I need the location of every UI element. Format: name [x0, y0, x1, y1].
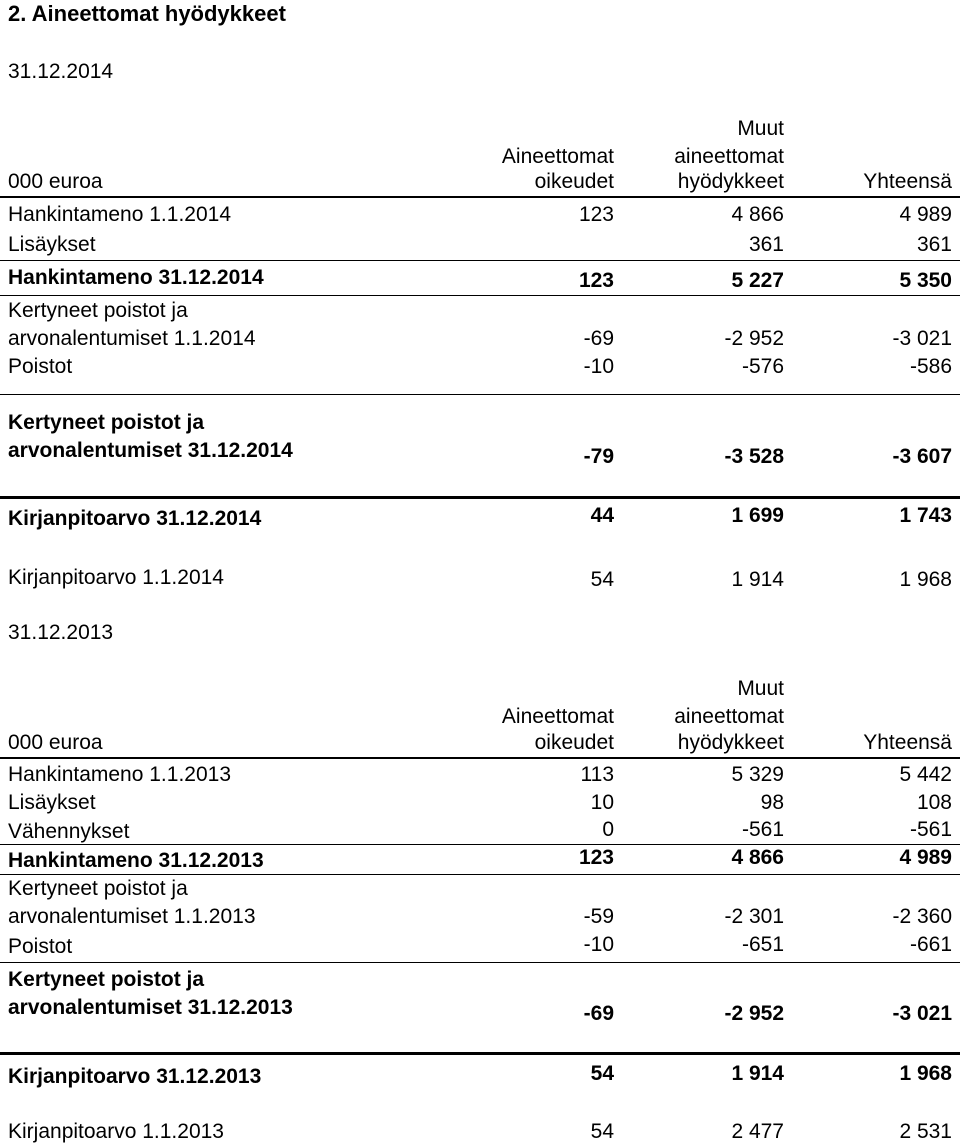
- cell-rights: 123: [578, 846, 614, 869]
- cell-other: -2 952: [724, 327, 784, 350]
- cell-rights: 54: [590, 1120, 614, 1143]
- cell-other: 2 477: [731, 1120, 784, 1143]
- col-header-other: aineettomat: [674, 145, 784, 168]
- cell-rights: 113: [580, 763, 614, 786]
- total-rule: [0, 496, 960, 499]
- col-header-total: Yhteensä: [863, 170, 952, 193]
- cell-other: 5 227: [731, 269, 784, 292]
- row-label: Poistot: [8, 355, 73, 378]
- row-rule: [0, 295, 960, 296]
- cell-other: 361: [748, 233, 784, 256]
- cell-other: 4 866: [731, 203, 784, 226]
- row-label: arvonalentumiset 1.1.2013: [8, 905, 256, 928]
- cell-total: 5 350: [899, 269, 952, 292]
- cell-other: 5 329: [731, 763, 784, 786]
- cell-other: -651: [741, 933, 784, 956]
- row-label: Kirjanpitoarvo 1.1.2013: [8, 1120, 224, 1143]
- row-rule: [0, 844, 960, 845]
- cell-other: -2 952: [724, 1002, 784, 1025]
- cell-rights: 0: [602, 818, 614, 841]
- row-label: Vähennykset: [8, 820, 130, 843]
- cell-total: -561: [909, 818, 952, 841]
- unit-label: 000 euroa: [8, 170, 103, 193]
- row-label: Kirjanpitoarvo 31.12.2013: [8, 1065, 262, 1088]
- cell-total: 5 442: [899, 763, 952, 786]
- cell-rights: -10: [583, 933, 614, 956]
- row-label: Kertyneet poistot ja: [8, 877, 188, 900]
- row-rule: [0, 962, 960, 963]
- section-date: 31.12.2014: [8, 60, 114, 83]
- cell-rights: 54: [590, 1062, 614, 1085]
- page-title: 2. Aineettomat hyödykkeet: [8, 1, 286, 26]
- cell-other: -561: [741, 818, 784, 841]
- cell-other: -2 301: [724, 905, 784, 928]
- col-header-rights: oikeudet: [534, 170, 614, 193]
- col-header-total: Yhteensä: [863, 731, 952, 754]
- row-label: Kertyneet poistot ja: [8, 299, 188, 322]
- row-label: Hankintameno 1.1.2014: [8, 203, 231, 226]
- row-label: arvonalentumiset 31.12.2013: [8, 996, 293, 1019]
- header-rule: [0, 196, 960, 198]
- cell-total: 1 743: [899, 504, 952, 527]
- row-label: Kirjanpitoarvo 31.12.2014: [8, 507, 262, 530]
- cell-total: 108: [916, 791, 952, 814]
- cell-total: 2 531: [899, 1120, 952, 1143]
- cell-other: 1 914: [731, 568, 784, 591]
- row-label: Lisäykset: [8, 233, 96, 256]
- cell-other: 98: [760, 791, 784, 814]
- cell-total: -3 021: [892, 1002, 952, 1025]
- col-header-other: hyödykkeet: [677, 170, 784, 193]
- cell-total: -661: [909, 933, 952, 956]
- cell-other: 4 866: [731, 846, 784, 869]
- cell-total: 4 989: [899, 203, 952, 226]
- row-rule: [0, 874, 960, 875]
- total-rule: [0, 1052, 960, 1055]
- cell-rights: 54: [590, 568, 614, 591]
- cell-rights: -69: [583, 327, 614, 350]
- cell-total: -2 360: [892, 905, 952, 928]
- cell-other: -576: [741, 355, 784, 378]
- row-rule: [0, 394, 960, 395]
- cell-rights: 123: [578, 269, 614, 292]
- row-rule: [0, 260, 960, 261]
- row-label: Hankintameno 31.12.2014: [8, 266, 264, 289]
- cell-rights: -10: [583, 355, 614, 378]
- cell-total: 1 968: [899, 568, 952, 591]
- cell-rights: -79: [583, 445, 614, 468]
- row-label: Hankintameno 31.12.2013: [8, 849, 264, 872]
- col-header-other: Muut: [737, 677, 784, 700]
- cell-other: 1 699: [731, 504, 784, 527]
- cell-other: -3 528: [724, 445, 784, 468]
- col-header-other: aineettomat: [674, 705, 784, 728]
- col-header-other: hyödykkeet: [677, 731, 784, 754]
- section-date: 31.12.2013: [8, 621, 114, 644]
- row-label: Kertyneet poistot ja: [8, 411, 205, 434]
- row-label: Lisäykset: [8, 791, 96, 814]
- cell-total: -586: [909, 355, 952, 378]
- cell-other: 1 914: [731, 1062, 784, 1085]
- col-header-rights: Aineettomat: [501, 705, 614, 728]
- cell-rights: 44: [590, 504, 614, 527]
- cell-total: 1 968: [899, 1062, 952, 1085]
- header-rule: [0, 757, 960, 759]
- cell-total: 361: [916, 233, 952, 256]
- cell-total: -3 607: [892, 445, 952, 468]
- cell-rights: 10: [590, 791, 614, 814]
- row-label: Kirjanpitoarvo 1.1.2014: [8, 566, 224, 589]
- cell-total: 4 989: [899, 846, 952, 869]
- row-label: Hankintameno 1.1.2013: [8, 763, 231, 786]
- cell-rights: -59: [583, 905, 614, 928]
- row-label: arvonalentumiset 31.12.2014: [8, 439, 293, 462]
- cell-total: -3 021: [892, 327, 952, 350]
- cell-rights: -69: [583, 1002, 614, 1025]
- unit-label: 000 euroa: [8, 731, 103, 754]
- col-header-rights: oikeudet: [534, 731, 614, 754]
- cell-rights: 123: [578, 203, 614, 226]
- row-label: Kertyneet poistot ja: [8, 968, 205, 991]
- col-header-rights: Aineettomat: [501, 145, 614, 168]
- col-header-other: Muut: [737, 117, 784, 140]
- row-label: Poistot: [8, 935, 73, 958]
- row-label: arvonalentumiset 1.1.2014: [8, 327, 256, 350]
